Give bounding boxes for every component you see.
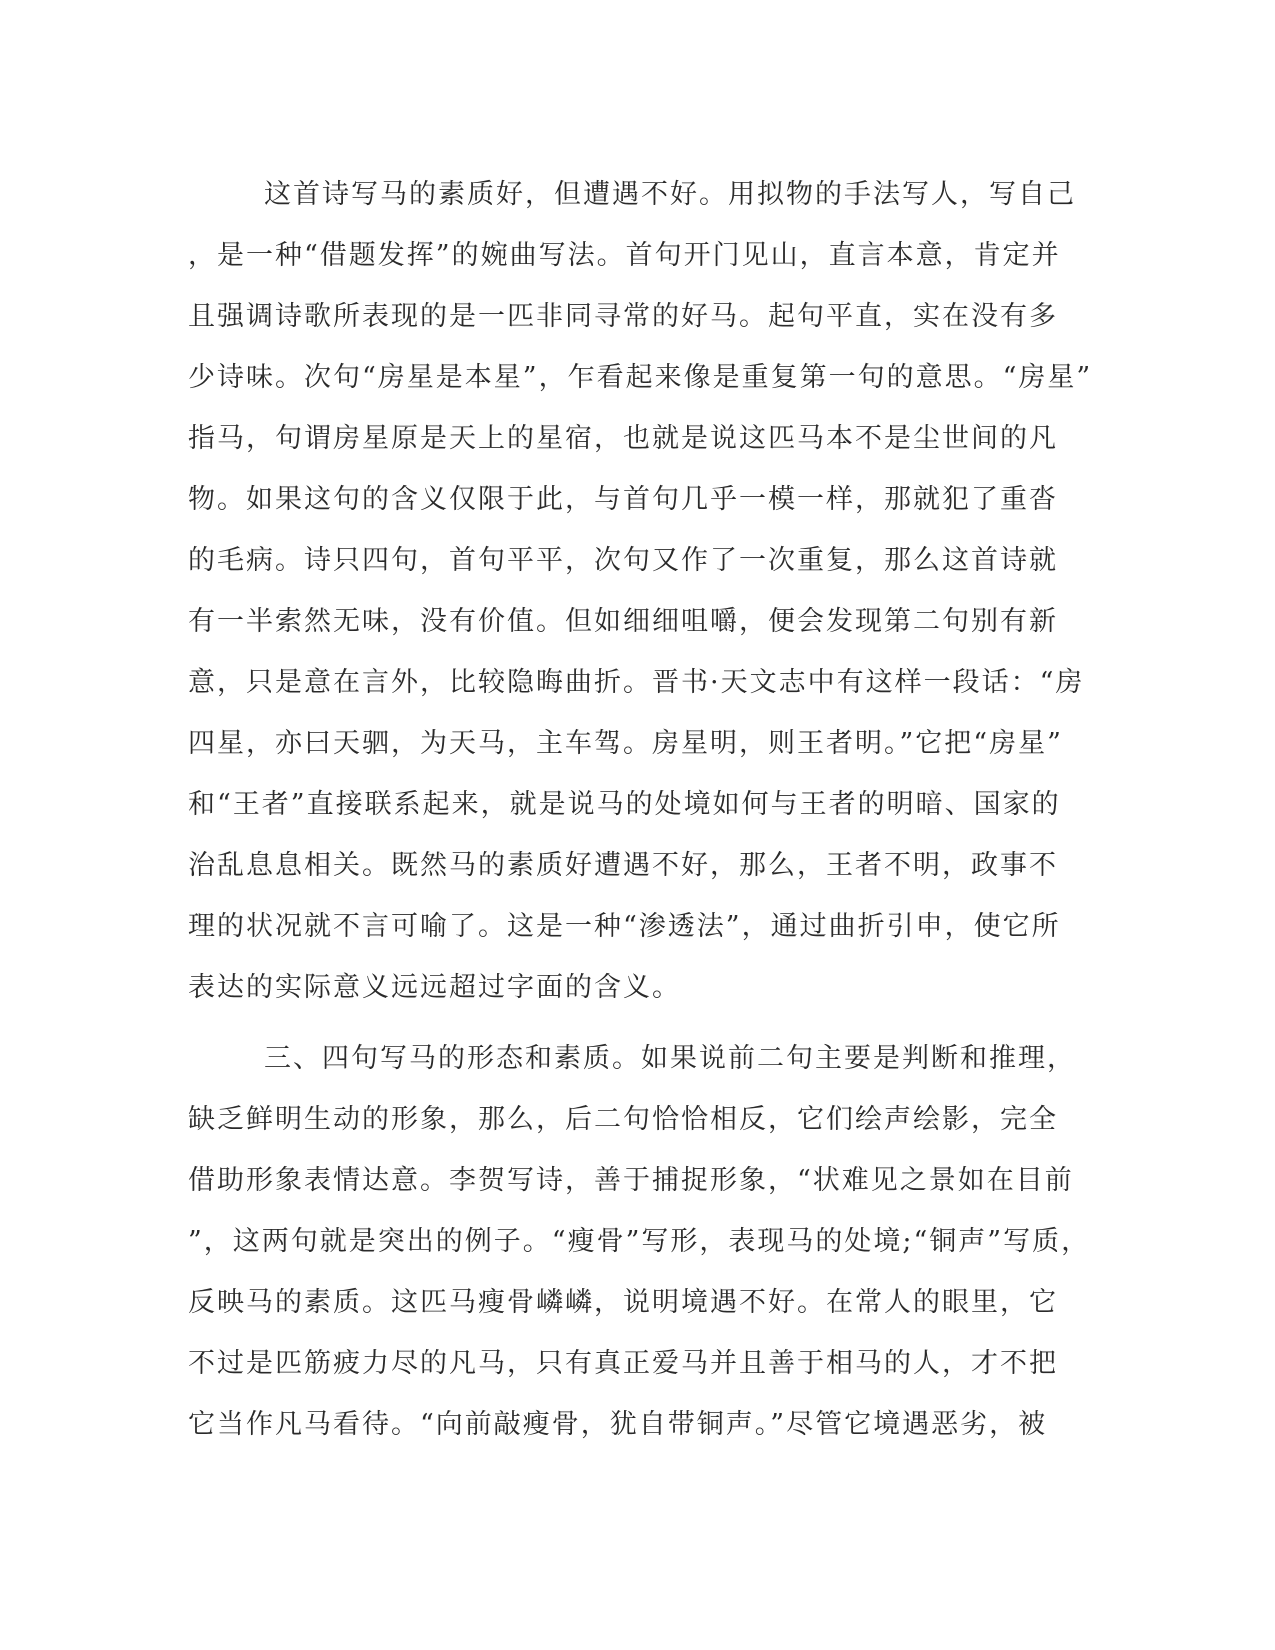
text-line: 少诗味。次句“房星是本星”，乍看起来像是重复第一句的意思。“房星” — [188, 362, 1093, 393]
text-line: ，是一种“借题发挥”的婉曲写法。首句开门见山，直言本意，肯定并 — [188, 240, 1061, 271]
paragraph-gap — [188, 1018, 1088, 1028]
text-line: 借助形象表情达意。李贺写诗，善于捕捉形象，“状难见之景如在目前 — [188, 1165, 1074, 1196]
text-line: 理的状况就不言可喻了。这是一种“渗透法”，通过曲折引申，使它所 — [188, 911, 1061, 942]
text-line: ”，这两句就是突出的例子。“瘦骨”写形，表现马的处境;“铜声”写质， — [188, 1226, 1091, 1257]
text-line: 表达的实际意义远远超过字面的含义。 — [188, 972, 681, 1003]
text-line: 意，只是意在言外，比较隐晦曲折。晋书·天文志中有这样一段话：“房 — [188, 667, 1085, 698]
text-line: 不过是匹筋疲力尽的凡马，只有真正爱马并且善于相马的人，才不把 — [188, 1348, 1058, 1379]
text-line: 反映马的素质。这匹马瘦骨嶙嶙，说明境遇不好。在常人的眼里，它 — [188, 1287, 1058, 1318]
text-line: 三、四句写马的形态和素质。如果说前二句主要是判断和推理， — [264, 1043, 1076, 1074]
paragraph-1 — [188, 164, 1093, 1018]
text-line: 它当作凡马看待。“向前敲瘦骨，犹自带铜声。”尽管它境遇恶劣，被 — [188, 1409, 1048, 1440]
text-line: 且强调诗歌所表现的是一匹非同寻常的好马。起句平直，实在没有多 — [188, 301, 1058, 332]
text-line: 这首诗写马的素质好，但遭遇不好。用拟物的手法写人，写自己 — [264, 179, 1076, 210]
text-line: 治乱息息相关。既然马的素质好遭遇不好，那么，王者不明，政事不 — [188, 850, 1058, 881]
text-line: 物。如果这句的含义仅限于此，与首句几乎一模一样，那就犯了重沓 — [188, 484, 1058, 515]
text-line: 有一半索然无味，没有价值。但如细细咀嚼，便会发现第二句别有新 — [188, 606, 1058, 637]
paragraph-2 — [188, 1028, 1091, 1455]
body-text — [188, 164, 1093, 1455]
text-line: 四星，亦曰天驷，为天马，主车驾。房星明，则王者明。”它把“房星” — [188, 728, 1063, 759]
text-line: 的毛病。诗只四句，首句平平，次句又作了一次重复，那么这首诗就 — [188, 545, 1058, 576]
text-line: 和“王者”直接联系起来，就是说马的处境如何与王者的明暗、国家的 — [188, 789, 1061, 820]
text-line: 指马，句谓房星原是天上的星宿，也就是说这匹马本不是尘世间的凡 — [188, 423, 1058, 454]
text-line: 缺乏鲜明生动的形象，那么，后二句恰恰相反，它们绘声绘影，完全 — [188, 1104, 1058, 1135]
